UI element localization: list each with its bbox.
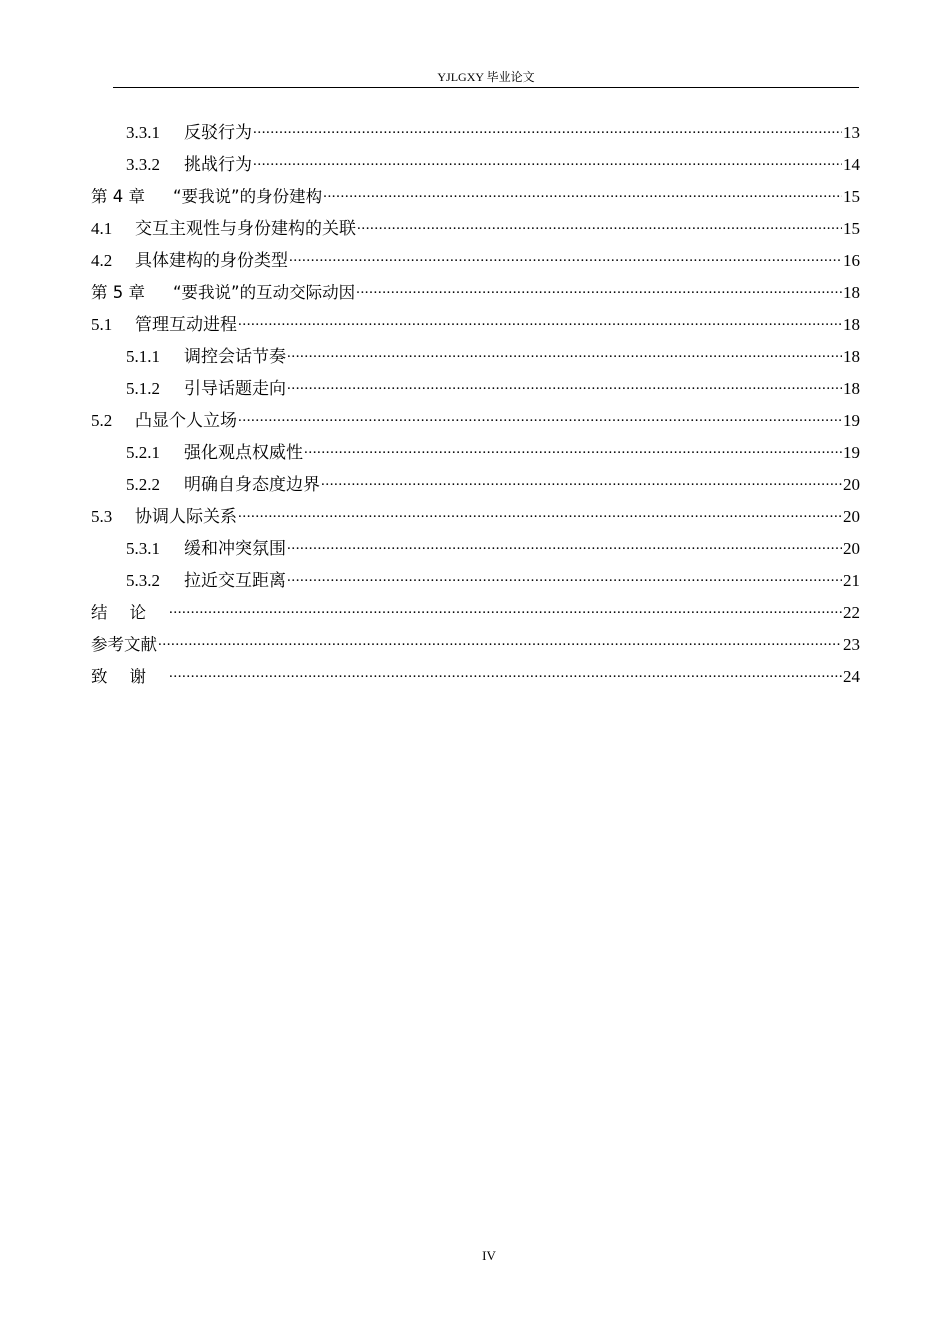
toc-entry-title: 拉近交互距离 <box>184 571 286 590</box>
toc-entry-title: 引导话题走向 <box>184 379 286 398</box>
toc-entry-number: 3.3.1 <box>126 123 160 142</box>
toc-entry-page: 15 <box>843 219 860 238</box>
toc-entry[interactable] <box>91 661 860 693</box>
page-footer <box>0 1248 950 1264</box>
toc-entry-page: 18 <box>843 347 860 366</box>
toc-entry-page: 13 <box>843 123 860 142</box>
page-number: IV <box>482 1248 496 1263</box>
toc-entry-number: 5.2 <box>91 411 113 430</box>
toc-entry-page: 18 <box>843 315 860 334</box>
toc-dot-leader <box>169 603 842 623</box>
toc-dot-leader <box>169 667 842 687</box>
toc-entry-title: 挑战行为 <box>184 155 252 174</box>
toc-entry[interactable] <box>91 437 860 469</box>
toc-entry-number: 5.1 <box>91 315 113 334</box>
toc-entry-title: 管理互动进程 <box>135 315 237 334</box>
toc-entry-page: 20 <box>843 507 860 526</box>
toc-dot-leader <box>321 475 842 495</box>
toc-dot-leader <box>357 219 842 239</box>
toc-dot-leader <box>238 315 842 335</box>
toc-entry[interactable] <box>91 533 860 565</box>
toc-entry-title: 协调人际关系 <box>135 507 237 526</box>
toc-entry-title: 调控会话节奏 <box>184 347 286 366</box>
toc-entry[interactable] <box>91 213 860 245</box>
toc-dot-leader <box>238 411 842 431</box>
toc-entry-number: 第 4 章 <box>91 187 145 206</box>
toc-entry[interactable] <box>91 565 860 597</box>
toc-dot-leader <box>304 443 842 463</box>
toc-entry-number: 5.1.2 <box>126 379 160 398</box>
toc-entry-title: 反驳行为 <box>184 123 252 142</box>
toc-entry-page: 19 <box>843 443 860 462</box>
toc-entry-number: 3.3.2 <box>126 155 160 174</box>
toc-entry-title: 参考文献 <box>91 635 157 654</box>
toc-dot-leader <box>253 123 842 143</box>
toc-dot-leader <box>287 571 842 591</box>
toc-entry[interactable] <box>91 501 860 533</box>
toc-entry[interactable] <box>91 117 860 149</box>
toc-entry-number: 5.1.1 <box>126 347 160 366</box>
toc-dot-leader <box>253 155 842 175</box>
toc-dot-leader <box>323 187 842 207</box>
toc-entry-page: 19 <box>843 411 860 430</box>
toc-entry-number: 5.3 <box>91 507 113 526</box>
toc-entry-page: 16 <box>843 251 860 270</box>
toc-entry-page: 24 <box>843 667 860 686</box>
toc-entry-number: 5.3.1 <box>126 539 160 558</box>
toc-entry[interactable] <box>91 341 860 373</box>
toc-entry-page: 21 <box>843 571 860 590</box>
toc-entry-title: 致谢 <box>91 667 168 686</box>
toc-entry-page: 20 <box>843 539 860 558</box>
toc-entry-title: “要我说”的互动交际动因 <box>173 283 356 302</box>
toc-entry-page: 18 <box>843 283 860 302</box>
toc-entry-number: 4.1 <box>91 219 113 238</box>
toc-entry-title: 明确自身态度边界 <box>184 475 320 494</box>
toc-entry[interactable] <box>91 309 860 341</box>
toc-entry-page: 15 <box>843 187 860 206</box>
toc-dot-leader <box>287 539 842 559</box>
toc-entry-number: 5.3.2 <box>126 571 160 590</box>
toc-entry-title: 交互主观性与身份建构的关联 <box>135 219 356 238</box>
toc-dot-leader <box>158 635 842 655</box>
toc-entry[interactable] <box>91 277 860 309</box>
toc-dot-leader <box>287 379 842 399</box>
table-of-contents <box>91 117 860 693</box>
toc-entry[interactable] <box>91 629 860 661</box>
toc-entry-title: “要我说”的身份建构 <box>173 187 323 206</box>
toc-entry-title: 强化观点权威性 <box>184 443 303 462</box>
toc-dot-leader <box>238 507 842 527</box>
toc-entry[interactable] <box>91 149 860 181</box>
toc-dot-leader <box>289 251 842 271</box>
toc-entry-title: 凸显个人立场 <box>135 411 237 430</box>
toc-entry-page: 14 <box>843 155 860 174</box>
toc-entry-number: 第 5 章 <box>91 283 145 302</box>
toc-entry[interactable] <box>91 405 860 437</box>
toc-entry-number: 5.2.2 <box>126 475 160 494</box>
toc-dot-leader <box>356 283 842 303</box>
toc-entry[interactable] <box>91 469 860 501</box>
toc-entry-title: 具体建构的身份类型 <box>135 251 288 270</box>
toc-entry-title: 结论 <box>91 603 168 622</box>
toc-entry-number: 4.2 <box>91 251 113 270</box>
header-title: YJLGXY 毕业论文 <box>437 70 535 84</box>
toc-entry[interactable] <box>91 245 860 277</box>
toc-entry-page: 18 <box>843 379 860 398</box>
toc-entry[interactable] <box>91 181 860 213</box>
toc-entry-page: 20 <box>843 475 860 494</box>
page-header <box>113 68 859 88</box>
toc-entry-number: 5.2.1 <box>126 443 160 462</box>
toc-entry[interactable] <box>91 597 860 629</box>
toc-entry-page: 22 <box>843 603 860 622</box>
toc-entry[interactable] <box>91 373 860 405</box>
toc-entry-title: 缓和冲突氛围 <box>184 539 286 558</box>
toc-entry-page: 23 <box>843 635 860 654</box>
toc-dot-leader <box>287 347 842 367</box>
